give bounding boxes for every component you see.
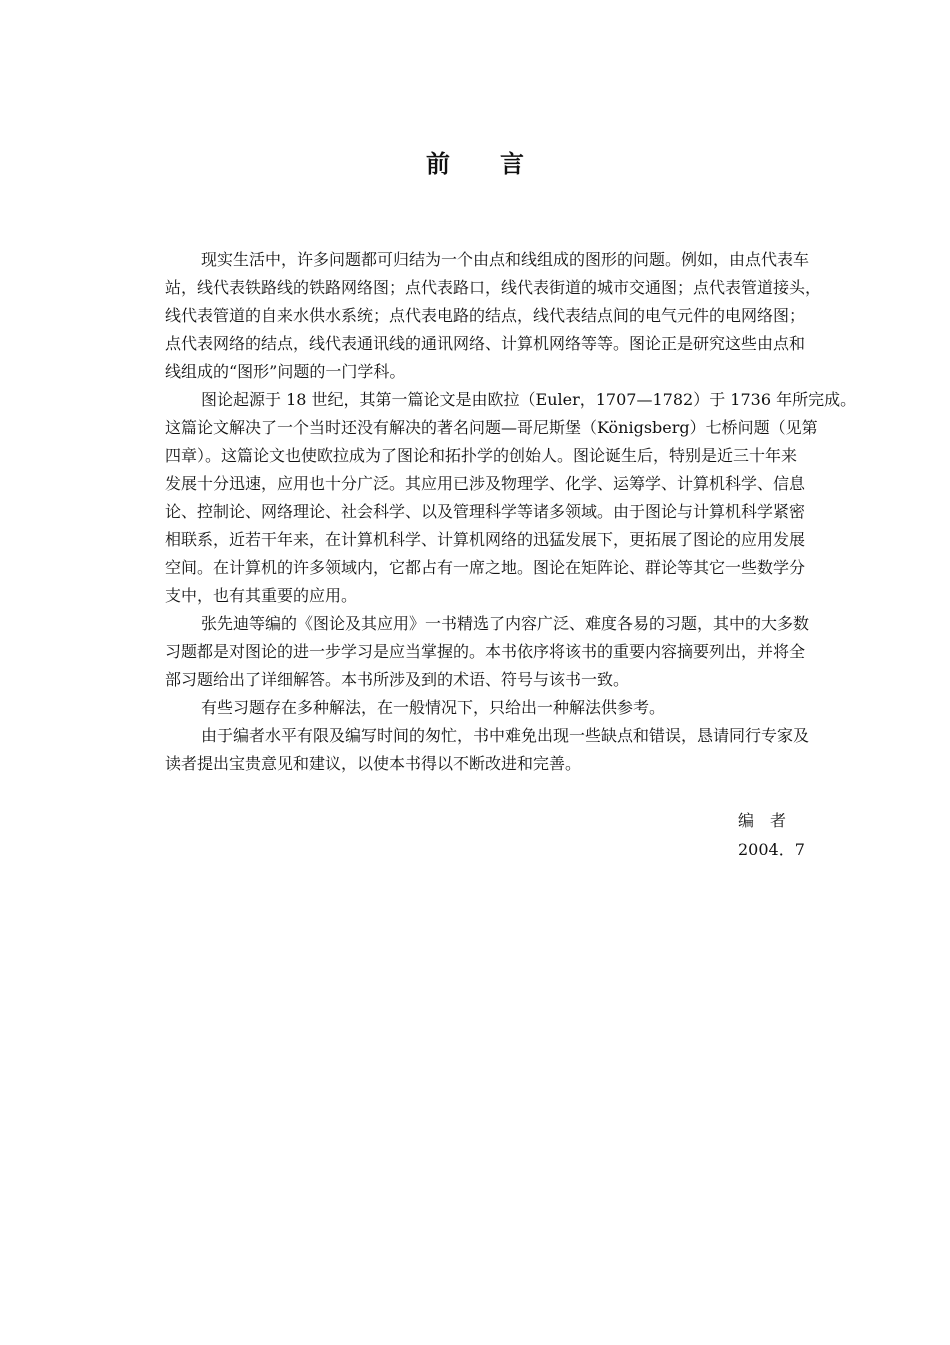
paragraph-2: 图论起源于 18 世纪，其第一篇论文是由欧拉（Euler，1707—1782）于 1736 年所完成。 这篇论文解决了一个当时还没有解决的著名问题—哥尼斯堡（Königsberg）七桥问题（见第 四章）。这篇论文也使欧拉成为了图论和拓扑学的创始人。图论诞生后，特别是近三十年来 发展十分迅速，应用也十分广泛。其应用已涉及物理学、化学、运筹学、计算机科学、信息 论、控制论、网络理论、社会科学、以及管理科学等诸多领域。由于图论与计算机科学紧密 相联系，近若干年来，在计算机科学、计算机网络的迅猛发展下，更拓展了图论的应用发展 空间。在计算机的许多领域内，它都占有一席之地。图论在矩阵论、群论等其它一些数学分 支中，也有其重要的应用。 <box>165 390 857 605</box>
paragraph-1: 现实生活中，许多问题都可归结为一个由点和线组成的图形的问题。例如，由点代表车 站，线代表铁路线的铁路网络图；点代表路口，线代表街道的城市交通图；点代表管道接头， 线代表管道的自来水供水系统；点代表电路的结点，线代表结点间的电气元件的电网络图； 点代表网络的结点，线代表通讯线的通讯网络、计算机网络等等。图论正是研究这些由点和 线组成的“图形”问题的一门学科。 <box>165 250 822 381</box>
signature-date: 2004．7 <box>738 840 805 859</box>
signature-block <box>738 806 805 864</box>
paragraph-3: 张先迪等编的《图论及其应用》一书精选了内容广泛、难度各易的习题，其中的大多数 习题都是对图论的进一步学习是应当掌握的。本书依序将该书的重要内容摘要列出，并将全 部习题给出了详细解答。本书所涉及到的术语、符号与该书一致。 <box>165 614 810 689</box>
paragraph-4: 有些习题存在多种解法，在一般情况下，只给出一种解法供参考。 <box>201 698 666 717</box>
signature-author: 编 者 <box>738 811 787 830</box>
paragraph-5: 由于编者水平有限及编写时间的匆忙，书中难免出现一些缺点和错误，恳请同行专家及 读者提出宝贵意见和建议，以使本书得以不断改进和完善。 <box>165 726 810 773</box>
page-title: 前言 <box>426 149 574 178</box>
preface-body <box>165 246 910 778</box>
